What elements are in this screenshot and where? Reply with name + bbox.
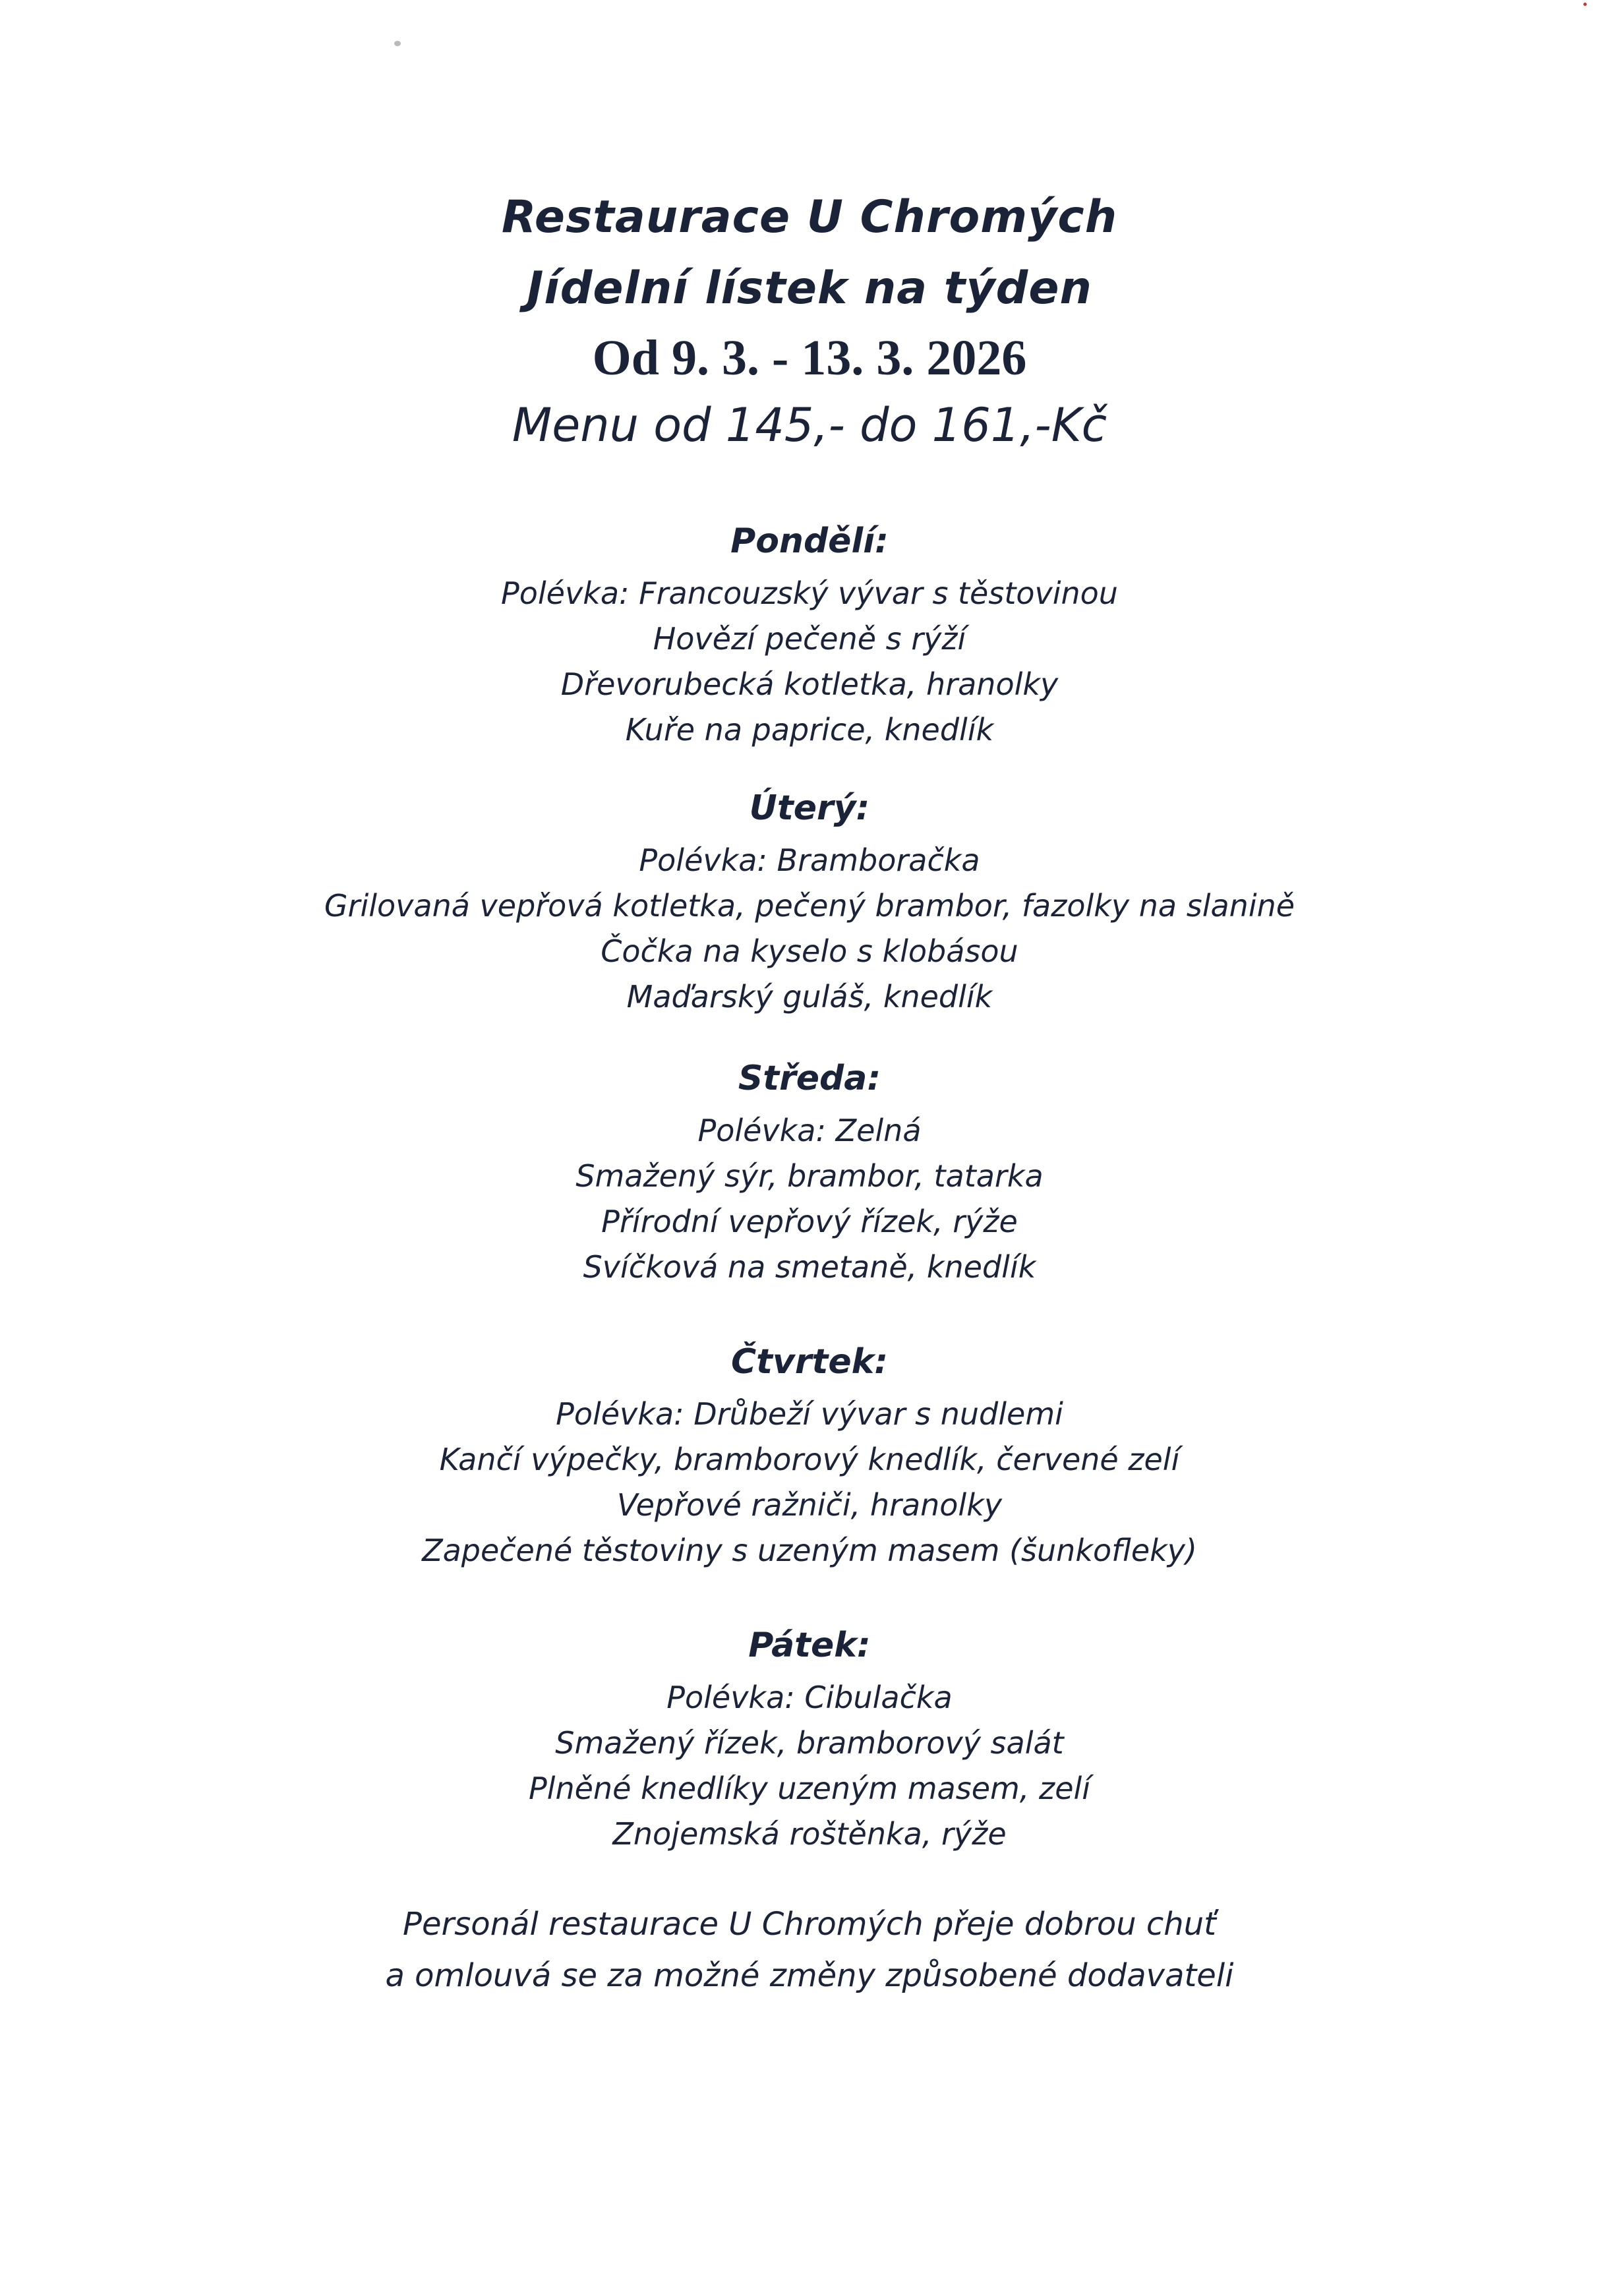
soup-item: Polévka: Francouzský vývar s těstovinou	[501, 575, 1118, 611]
dish-item: Přírodní vepřový řízek, rýže	[601, 1204, 1018, 1239]
dish-item: Kuře na paprice, knedlík	[625, 712, 994, 748]
dish-item: Svíčková na smetaně, knedlík	[583, 1249, 1036, 1285]
menu-subtitle: Jídelní lístek na týden	[527, 262, 1092, 314]
day-section-tuesday	[0, 788, 1619, 1020]
day-title: Čtvrtek:	[730, 1342, 889, 1382]
day-section-monday	[0, 521, 1619, 753]
footer-line: Personál restaurace U Chromých přeje dobrou chuť	[403, 1906, 1216, 1943]
dish-item: Plněné knedlíky uzeným masem, zelí	[528, 1771, 1091, 1806]
soup-item: Polévka: Zelná	[697, 1113, 922, 1148]
dish-item: Grilovaná vepřová kotletka, pečený brambor, fazolky na slanině	[324, 888, 1295, 924]
dish-item: Smažený řízek, bramborový salát	[555, 1725, 1064, 1761]
day-section-wednesday	[0, 1058, 1619, 1290]
day-title: Středa:	[738, 1059, 881, 1098]
day-title: Úterý:	[749, 788, 870, 828]
footer-line: a omlouvá se za možné změny způsobené dodavateli	[385, 1957, 1234, 1994]
menu-date-range: Od 9. 3. - 13. 3. 2026	[592, 330, 1027, 386]
soup-item: Polévka: Drůbeží vývar s nudlemi	[556, 1396, 1063, 1432]
dish-item: Vepřové ražniči, hranolky	[616, 1487, 1003, 1523]
dish-item: Zapečené těstoviny s uzeným masem (šunkofleky)	[422, 1533, 1197, 1568]
soup-item: Polévka: Cibulačka	[666, 1680, 953, 1715]
dish-item: Kančí výpečky, bramborový knedlík, červené zelí	[439, 1442, 1180, 1477]
day-title: Pátek:	[748, 1626, 871, 1665]
scan-speck	[394, 41, 401, 46]
dish-item: Smažený sýr, brambor, tatarka	[575, 1158, 1044, 1194]
scan-speck	[1583, 3, 1587, 6]
footer-note	[0, 1899, 1619, 2001]
day-title: Pondělí:	[730, 521, 889, 561]
day-section-thursday	[0, 1341, 1619, 1574]
dish-item: Maďarský guláš, knedlík	[626, 979, 993, 1015]
soup-item: Polévka: Bramboračka	[639, 842, 980, 878]
dish-item: Dřevorubecká kotletka, hranolky	[560, 666, 1059, 702]
menu-price-range: Menu od 145,- do 161,-Kč	[512, 398, 1107, 452]
day-section-friday	[0, 1625, 1619, 1857]
dish-item: Čočka na kyselo s klobásou	[601, 933, 1018, 969]
dish-item: Znojemská roštěnka, rýže	[612, 1816, 1007, 1852]
dish-item: Hovězí pečeně s rýží	[653, 621, 966, 657]
restaurant-name: Restaurace U Chromých	[501, 191, 1118, 243]
